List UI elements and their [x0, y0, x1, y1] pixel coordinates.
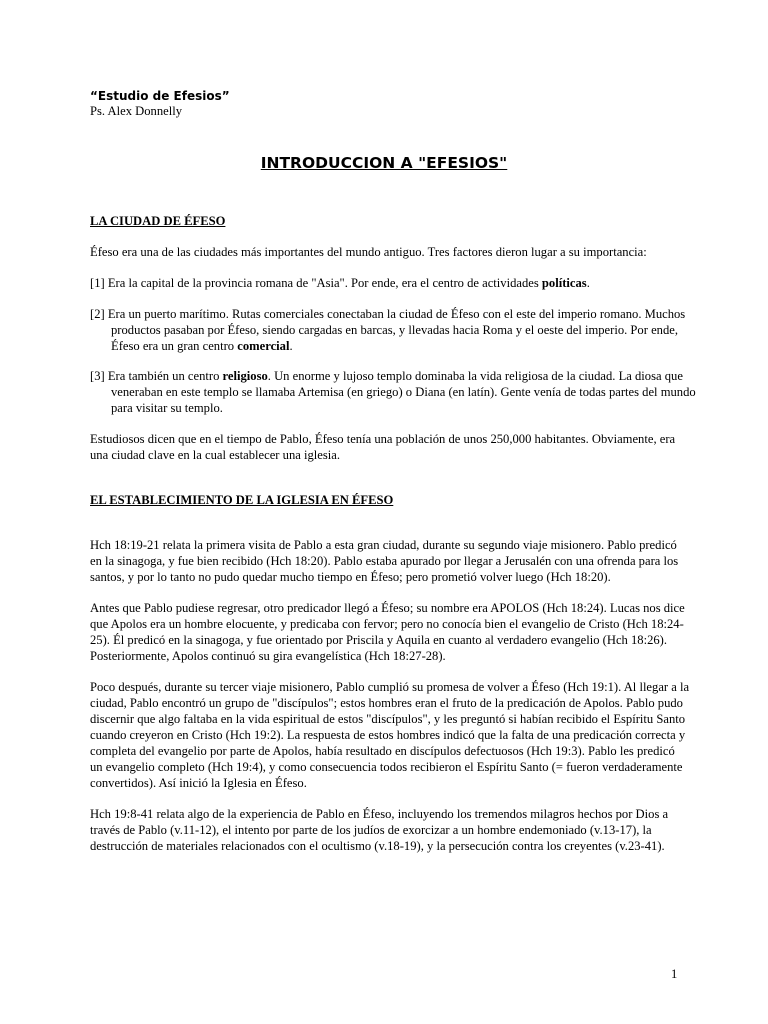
list-item-religioso: [3] Era también un centro religioso. Un enorme y lujoso templo dominaba la vida religiosa de la ciudad. La diosa que veneraban en este templo se llamaba Artemisa (en griego) o Diana (en latín). Gente venía de todas partes del mundo para visitar su templo. [90, 369, 696, 415]
paragraph-intro: Éfeso era una de las ciudades más importantes del mundo antiguo. Tres factores dieron lugar a su importancia: [90, 245, 647, 259]
section-heading-ciudad: LA CIUDAD DE ÉFESO [90, 214, 226, 228]
paragraph-poblacion: Estudiosos dicen que en el tiempo de Pablo, Éfeso tenía una población de unos 250,000 habitantes. Obviamente, era una ciudad clave en la cual establecer una iglesia. [90, 432, 676, 462]
document-series-title: “Estudio de Efesios” [90, 89, 230, 103]
list-item-politica: [1] Era la capital de la provincia romana de "Asia". Por ende, era el centro de actividades políticas. [90, 276, 590, 290]
main-title: INTRODUCCION A "EFESIOS" [260, 154, 508, 172]
section-heading-iglesia: EL ESTABLECIMIENTO DE LA IGLESIA EN ÉFESO [90, 493, 394, 507]
emphasis-politicas: políticas [541, 276, 587, 290]
emphasis-comercial: comercial [237, 339, 290, 353]
paragraph-apolos: Antes que Pablo pudiese regresar, otro predicador llegó a Éfeso; su nombre era APOLOS (Hch 18:24). Lucas nos dice que Apolos era un hombre elocuente, y predicaba con fervor; pero no conocía bien el evangelio de Cristo (Hch 18:24-25). Él predicó en la sinagoga, y fue orientado por Priscila y Aquila en cuanto al verdadero evangelio (Hch 18:26). Posteriormente, Apolos continuó su gira evangelística (Hch 18:27-28). [90, 601, 685, 663]
document-page [90, 89, 696, 854]
paragraph-tercer-viaje: Poco después, durante su tercer viaje misionero, Pablo cumplió su promesa de volver a Éfeso (Hch 19:1). Al llegar a la ciudad, Pablo encontró un grupo de "discípulos"; estos hombres eran el fruto de la predicación de Apolos. Pablo pudo discernir que algo faltaba en la vida espiritual de estos "discípulos", y les preguntó si habían recibido el Espíritu Santo cuando creyeron en Cristo (Hch 19:2). La respuesta de estos hombres indicó que la falta de una predicación correcta y completa del evangelio por parte de Apolos, había resultado en discípulos defectuosos (Hch 19:3). Pablo les predicó un evangelio completo (Hch 19:4), y como consecuencia todos recibieron el Espíritu Santo (= fueron verdaderamente convertidos). Así inició la Iglesia en Éfeso. [90, 680, 690, 790]
paragraph-primera-visita: Hch 18:19-21 relata la primera visita de Pablo a esta gran ciudad, durante su segundo viaje misionero. Pablo predicó en la sinagoga, y fue bien recibido (Hch 18:20). Pablo estaba apurado por llegar a Jerusalén con una ofrenda para los santos, y por lo tanto no pudo quedar mucho tiempo en Éfeso; pero prometió volver luego (Hch 18:20). [90, 538, 679, 584]
page-number: 1 [671, 967, 678, 981]
document-author: Ps. Alex Donnelly [90, 104, 183, 118]
paragraph-experiencia-efeso: Hch 19:8-41 relata algo de la experiencia de Pablo en Éfeso, incluyendo los tremendos milagros hechos por Dios a través de Pablo (v.11-12), el intento por parte de los judíos de exorcizar a un hombre endemoniado (v.13-17), la destrucción de materiales relacionados con el ocultismo (v.18-19), y la persecución contra los creyentes (v.23-41). [90, 807, 669, 853]
emphasis-religioso: religioso [222, 369, 268, 383]
list-item-comercial: [2] Era un puerto marítimo. Rutas comerciales conectaban la ciudad de Éfeso con el este del imperio romano. Muchos productos pasaban por Éfeso, siendo cargadas en barcas, y llevadas hacia Roma y el oeste del imperio. Por ende, Éfeso era un gran centro comercial. [90, 307, 686, 353]
